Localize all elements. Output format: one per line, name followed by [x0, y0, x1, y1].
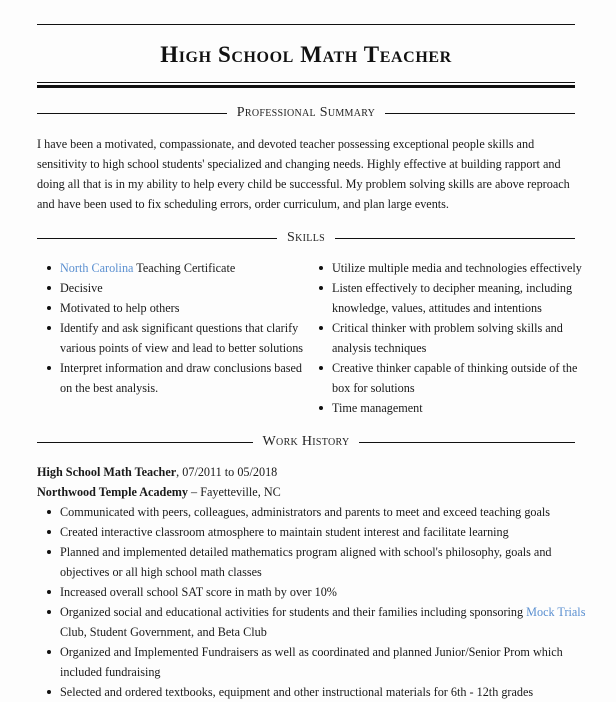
title-rule-thin — [37, 82, 575, 83]
mock-trials-link[interactable]: Mock Trials — [526, 605, 586, 619]
job-title-line — [37, 462, 597, 482]
skill-item: Identify and ask significant questions that clarify various points of view and lead to better solutions — [37, 318, 309, 358]
responsibility-item: Organized and Implemented Fundraisers as well as coordinated and planned Junior/Senior Prom which included fundraising — [37, 642, 597, 682]
employer-name: Northwood Temple Academy — [37, 485, 188, 499]
employer-line — [37, 482, 597, 502]
skill-item: Time management — [309, 398, 582, 418]
section-heading-work-history — [37, 432, 575, 452]
responsibility-item: Selected and ordered textbooks, equipment and other instructional materials for 6th - 12th grades — [37, 682, 597, 702]
divider-line — [385, 113, 575, 114]
north-carolina-link[interactable]: North Carolina — [60, 261, 134, 275]
skill-item: Motivated to help others — [37, 298, 309, 318]
resume-title: High School Math Teacher — [160, 42, 452, 67]
skill-item: Interpret information and draw conclusions based on the best analysis. — [37, 358, 309, 398]
professional-summary-text: I have been a motivated, compassionate, and devoted teacher possessing exceptional people skills and sensitivity to high school students' specialized and changing needs. Highly effective at building rapport and doing all that is in my ability to help every child be successful. My problem solving skills are above reproach and have been used to fix scheduling errors, order curriculum, and plan large events. — [37, 137, 570, 211]
skill-item: Listen effectively to decipher meaning, including knowledge, values, attitudes and intentions — [309, 278, 582, 318]
divider-line — [359, 442, 575, 443]
section-title: Professional Summary — [236, 105, 376, 120]
section-heading-skills — [37, 228, 575, 248]
skills-column-right — [309, 258, 582, 418]
responsibility-item: Communicated with peers, colleagues, administrators and parents to meet and exceed teaching goals — [37, 502, 597, 522]
job-title: High School Math Teacher — [37, 465, 177, 479]
job-entry — [37, 462, 597, 702]
skill-item: Critical thinker with problem solving skills and analysis techniques — [309, 318, 582, 358]
job-dates: , 07/2011 to 05/2018 — [176, 465, 278, 479]
section-title: Work History — [262, 434, 350, 449]
employer-location: – Fayetteville, NC — [188, 485, 281, 499]
responsibility-item: Planned and implemented detailed mathematics program aligned with school's philosophy, goals and objectives or all high school math classes — [37, 542, 597, 582]
responsibility-item: Created interactive classroom atmosphere to maintain student interest and facilitate learning — [37, 522, 597, 542]
divider-line — [37, 238, 277, 239]
divider-line — [37, 442, 253, 443]
skill-item: Creative thinker capable of thinking outside of the box for solutions — [309, 358, 582, 398]
skills-list — [37, 258, 582, 418]
skill-item: Utilize multiple media and technologies effectively — [309, 258, 582, 278]
divider-line — [335, 238, 575, 239]
section-heading-professional-summary — [37, 103, 575, 123]
skill-item: North Carolina Teaching Certificate — [37, 258, 309, 278]
section-title: Skills — [287, 230, 325, 245]
skills-column-left — [37, 258, 309, 418]
responsibility-item: Organized social and educational activities for students and their families including sponsoring Mock Trials Club, Student Government, and Beta Club — [37, 602, 597, 642]
title-rule-thick — [37, 85, 575, 88]
skill-item: Decisive — [37, 278, 309, 298]
divider-line — [37, 113, 227, 114]
top-rule — [37, 24, 575, 25]
job-responsibilities — [37, 502, 597, 702]
responsibility-item: Increased overall school SAT score in math by over 10% — [37, 582, 597, 602]
